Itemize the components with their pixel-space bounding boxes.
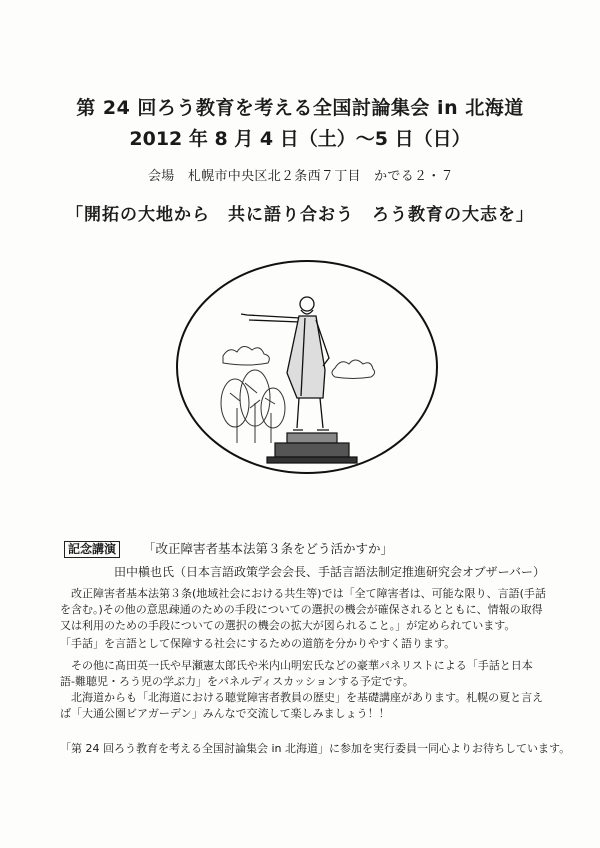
lecture-label: 記念講演: [64, 541, 120, 558]
closing-message: 「第 24 回ろう教育を考える全国討論集会 in 北海道」に参加を実行委員一同心よりお待ちしています。: [60, 742, 571, 755]
statue-illustration: [175, 258, 440, 476]
cloud-left: [223, 346, 269, 365]
event-title: 第 24 回ろう教育を考える全国討論集会 in 北海道: [76, 97, 524, 119]
lecture-title: 「改正障害者基本法第３条をどう活かすか」: [143, 541, 394, 556]
body-paragraph-4: 北海道からも「北海道における聴覚障害者教員の歴史」を基礎講座があります。札幌の夏と言えば「大通公園ビアガーデン」みんなで交流して楽しみましょう！！: [60, 691, 544, 720]
cloud-right: [332, 360, 375, 379]
body-paragraph-3: その他に髙田英一氏や早瀬憲太郎氏や米内山明宏氏などの豪華パネリストによる「手話と日本語-難聴児・ろう児の学ぶ力」をパネルディスカッションする予定です。: [60, 659, 533, 688]
body-paragraph-2: 「手話」を言語として保障する社会にするための道筋を分かりやすく語ります。: [60, 637, 456, 650]
event-slogan: 「開拓の大地から 共に語り合おう ろう教育の大志を」: [66, 205, 534, 225]
event-dates: 2012 年 8 月 4 日（土）～5 日（日）: [129, 128, 471, 150]
tree-group: [221, 370, 285, 443]
body-paragraph-1: 改正障害者基本法第３条(地域社会における共生等)では「全て障害者は、可能な限り、言語(手話を含む。)その他の意思疎通のための手段についての選択の機会が確保されるとともに、情報の取得又は利用のための手段についての選択の機会の拡大が図られること。」が定められています。: [60, 587, 546, 632]
lecture-speaker: 田中槇也氏（日本言語政策学会会長、手話言語法制定推進研究会オブザーバー）: [114, 565, 546, 579]
pedestal: [267, 433, 357, 463]
event-venue: 会場 札幌市中央区北２条西７丁目 かでる２・７: [148, 169, 454, 184]
